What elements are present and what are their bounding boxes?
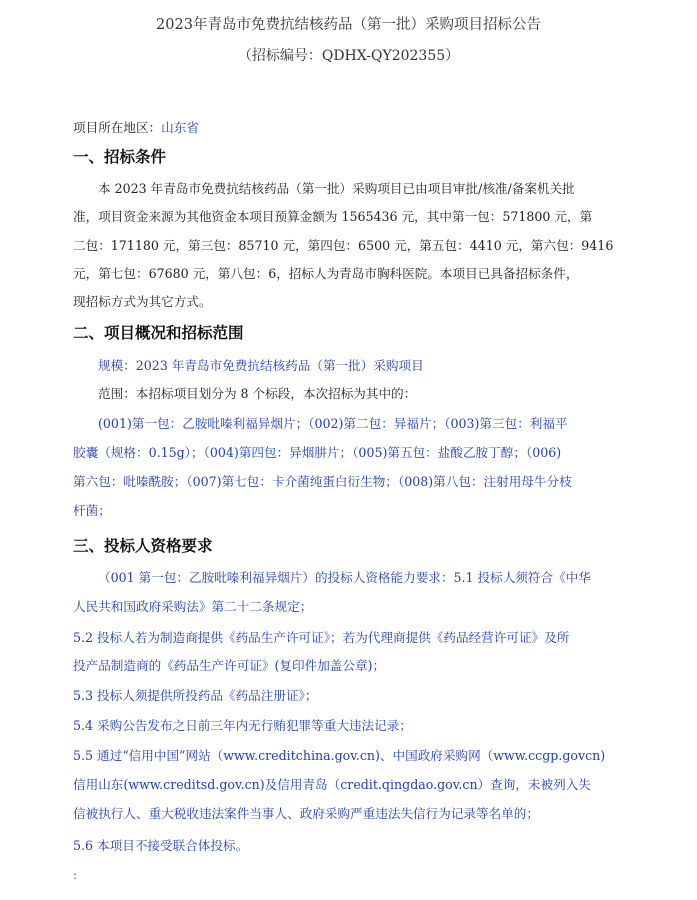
- package-list-line: 胶囊（规格：0.15g）；（004)第四包：异烟肼片；（005)第五包：盐酸乙胺丁醇；（006): [73, 445, 562, 460]
- qualification-line: 5.6 本项目不接受联合体投标。: [73, 838, 249, 853]
- conditions-line: 现招标方式为其它方式。: [73, 294, 212, 309]
- region-label: 项目所在地区：: [73, 120, 162, 135]
- conditions-line: 准，项目资金来源为其他资金本项目预算金额为 1565436 元，其中第一包：571800 元，第: [73, 209, 593, 224]
- section-heading-bidding-conditions: 一、招标条件: [73, 148, 167, 166]
- conditions-line: 本 2023 年青岛市免费抗结核药品（第一批）采购项目已由项目审批/核准/备案机关批: [98, 181, 575, 196]
- package-list-line: 第六包：吡嗪酰胺；（007)第七包：卡介菌纯蛋白衍生物；（008)第八包：注射用母牛分枝: [73, 474, 572, 489]
- project-scale: 规模：2023 年青岛市免费抗结核药品（第一批）采购项目: [98, 358, 424, 373]
- region-value: 山东省: [161, 120, 199, 135]
- section-heading-bidder-qualifications: 三、投标人资格要求: [73, 537, 213, 555]
- qualification-line: 投产品制造商的《药品生产许可证》(复印件加盖公章)；: [73, 658, 386, 673]
- section-heading-project-overview: 二、项目概况和招标范围: [73, 324, 244, 342]
- package-list-line: 杆菌；: [73, 503, 111, 518]
- conditions-line: 元，第七包：67680 元，第八包：6，招标人为青岛市胸科医院。本项目已具备招标条件，: [73, 266, 579, 281]
- package-list-line: (001)第一包：乙胺吡嗪利福异烟片；（002)第二包：异福片；（003)第三包：利福平: [98, 416, 568, 431]
- qualification-line: 5.5 通过“信用中国”网站（www.creditchina.gov.cn)、中国政府采购网（www.ccgp.govcn): [73, 748, 606, 763]
- qualification-line: 信用山东(www.creditsd.gov.cn)及信用青岛（credit.qingdao.gov.cn）查询，未被列入失: [73, 777, 591, 792]
- qualification-line: 信被执行人、重大税收违法案件当事人、政府采购严重违法失信行为记录等名单的；: [73, 806, 539, 821]
- trailing-colon: :: [73, 868, 78, 882]
- conditions-line: 二包：171180 元，第三包：85710 元，第四包：6500 元，第五包：4410 元，第六包：9416: [73, 238, 614, 253]
- qualification-line: 人民共和国政府采购法》第二十二条规定；: [73, 599, 313, 614]
- qualification-line: 5.2 投标人若为制造商提供《药品生产许可证》；若为代理商提供《药品经营许可证》及所: [73, 630, 570, 645]
- project-region: [73, 118, 633, 138]
- document-title: 2023年青岛市免费抗结核药品（第一批）采购项目招标公告: [156, 17, 541, 33]
- qualification-line: 5.4 采购公告发布之日前三年内无行贿犯罪等重大违法记录；: [73, 718, 412, 733]
- qualification-line: 5.3 投标人须提供所投药品《药品注册证》；: [73, 688, 318, 703]
- project-scope: 范围：本招标项目划分为 8 个标段，本次招标为其中的：: [98, 386, 417, 401]
- qualification-line: （001 第一包：乙胺吡嗪利福异烟片）的投标人资格能力要求：5.1 投标人须符合《中华: [98, 570, 591, 585]
- bid-number: （招标编号：QDHX-QY202355）: [237, 48, 460, 64]
